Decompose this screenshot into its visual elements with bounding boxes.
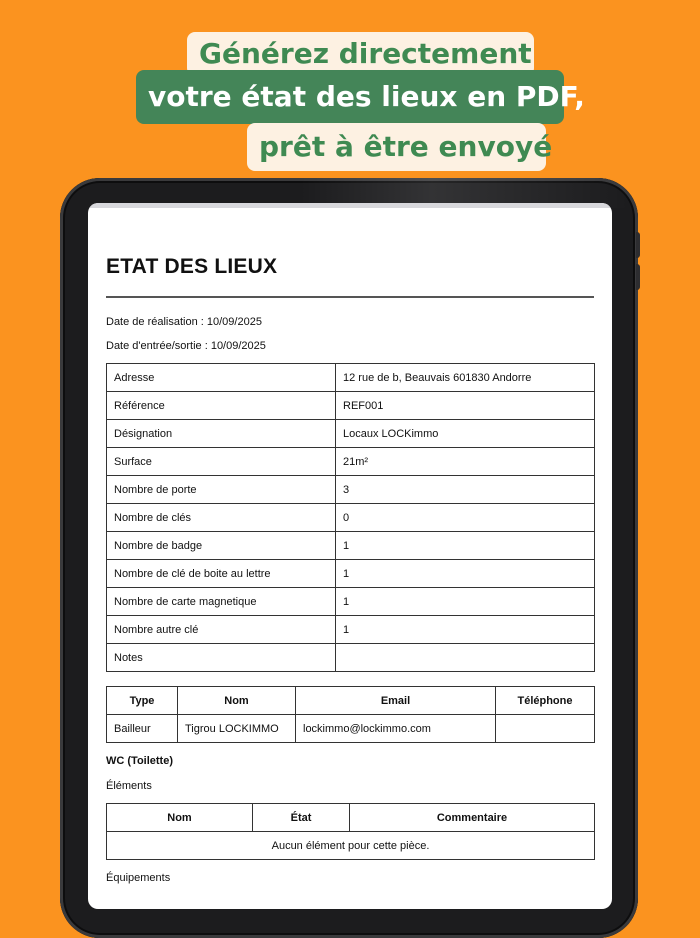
info-label: Nombre de clés xyxy=(107,504,336,532)
column-header: Email xyxy=(296,687,496,715)
volume-down-button xyxy=(636,264,640,290)
table-cell: lockimmo@lockimmo.com xyxy=(296,715,496,743)
screen-top-bar xyxy=(88,203,612,208)
equipements-label: Équipements xyxy=(106,872,171,884)
column-header: Nom xyxy=(178,687,296,715)
info-label: Surface xyxy=(107,448,336,476)
table-row xyxy=(107,364,595,392)
table-row xyxy=(107,644,595,672)
column-header: Commentaire xyxy=(350,804,595,832)
table-row xyxy=(107,560,595,588)
headline-line-1: Générez directement xyxy=(187,32,534,76)
table-row xyxy=(107,448,595,476)
document-title: ETAT DES LIEUX xyxy=(106,255,278,278)
title-divider xyxy=(106,296,594,298)
tablet-screen xyxy=(88,203,612,909)
volume-up-button xyxy=(636,232,640,258)
elements-label: Éléments xyxy=(106,780,152,792)
info-value: 21m² xyxy=(336,448,595,476)
date-entree-sortie: Date d'entrée/sortie : 10/09/2025 xyxy=(106,340,266,352)
column-header: Nom xyxy=(107,804,253,832)
table-row xyxy=(107,504,595,532)
info-value: REF001 xyxy=(336,392,595,420)
table-row xyxy=(107,392,595,420)
property-info-table xyxy=(106,363,595,672)
date-realisation: Date de réalisation : 10/09/2025 xyxy=(106,316,262,328)
table-row xyxy=(107,715,595,743)
info-label: Nombre de carte magnetique xyxy=(107,588,336,616)
info-label: Référence xyxy=(107,392,336,420)
headline-line-2: votre état des lieux en PDF, xyxy=(136,70,564,124)
table-row xyxy=(107,532,595,560)
table-cell: Bailleur xyxy=(107,715,178,743)
info-label: Nombre de clé de boite au lettre xyxy=(107,560,336,588)
info-label: Adresse xyxy=(107,364,336,392)
elements-table xyxy=(106,803,595,860)
table-cell: Tigrou LOCKIMMO xyxy=(178,715,296,743)
info-label: Désignation xyxy=(107,420,336,448)
info-label: Notes xyxy=(107,644,336,672)
table-cell xyxy=(496,715,595,743)
table-row xyxy=(107,420,595,448)
info-value: 0 xyxy=(336,504,595,532)
column-header: État xyxy=(253,804,350,832)
info-label: Nombre autre clé xyxy=(107,616,336,644)
info-value: 1 xyxy=(336,588,595,616)
column-header: Type xyxy=(107,687,178,715)
table-row xyxy=(107,588,595,616)
info-label: Nombre de porte xyxy=(107,476,336,504)
info-value: 12 rue de b, Beauvais 601830 Andorre xyxy=(336,364,595,392)
info-value: 3 xyxy=(336,476,595,504)
room-title: WC (Toilette) xyxy=(106,755,174,767)
info-value xyxy=(336,644,595,672)
headline-line-3: prêt à être envoyé xyxy=(247,123,546,171)
table-row xyxy=(107,476,595,504)
elements-empty-message: Aucun élément pour cette pièce. xyxy=(107,832,595,860)
table-row xyxy=(107,832,595,860)
info-value: Locaux LOCKimmo xyxy=(336,420,595,448)
column-header: Téléphone xyxy=(496,687,595,715)
table-row xyxy=(107,616,595,644)
info-label: Nombre de badge xyxy=(107,532,336,560)
info-value: 1 xyxy=(336,532,595,560)
parties-table xyxy=(106,686,595,743)
info-value: 1 xyxy=(336,616,595,644)
info-value: 1 xyxy=(336,560,595,588)
